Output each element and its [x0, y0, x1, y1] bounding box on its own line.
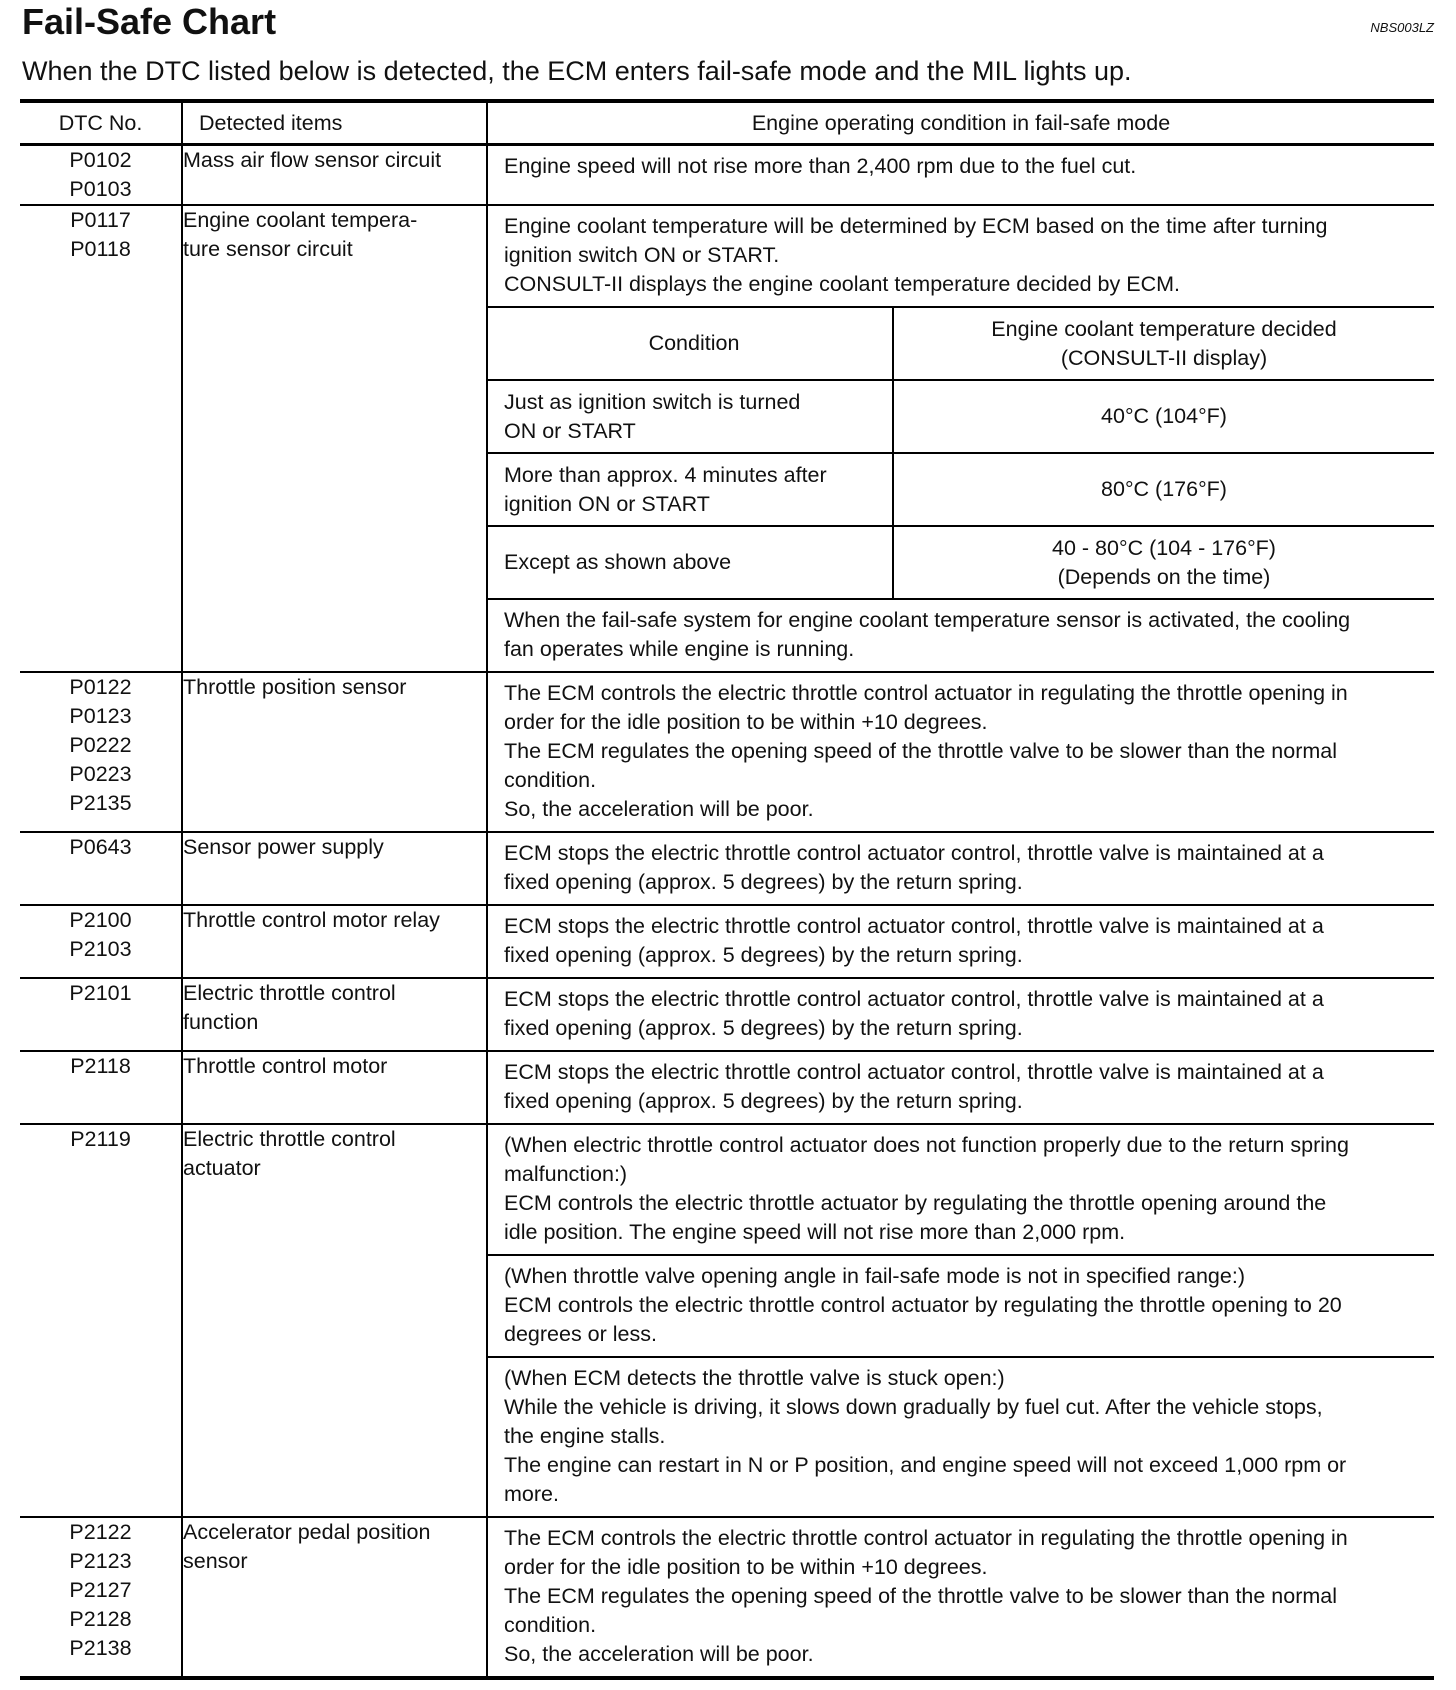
table-row	[20, 1517, 1434, 1678]
dtc-code-line: P0103	[69, 177, 132, 201]
table-row	[20, 1051, 1434, 1124]
detected-item-line: Engine coolant tempera-	[183, 208, 418, 232]
condition-line: condition.	[504, 768, 597, 792]
condition-line: degrees or less.	[504, 1322, 657, 1346]
fail-safe-table	[20, 99, 1434, 1680]
condition-line: CONSULT-II displays the engine coolant temperature decided by ECM.	[504, 272, 1180, 296]
dtc-cell	[20, 978, 182, 1051]
condition-line: ignition switch ON or START.	[504, 243, 780, 267]
detected-item-line: Mass air flow sensor circuit	[183, 148, 442, 172]
header-engine-condition: Engine operating condition in fail-safe mode	[487, 101, 1434, 145]
condition-line: ECM controls the electric throttle actuator by regulating the throttle opening around the	[504, 1191, 1327, 1215]
dtc-code-line: P0102	[69, 148, 132, 172]
condition-block	[488, 833, 1434, 904]
subtable-header-line: (CONSULT-II display)	[1060, 345, 1268, 370]
subtable-condition-line: More than approx. 4 minutes after	[504, 462, 827, 487]
subtable-temperature-cell	[893, 380, 1434, 453]
subtable-row	[488, 453, 1434, 526]
condition-line: The ECM regulates the opening speed of the throttle valve to be slower than the normal	[504, 1584, 1338, 1608]
subtable-condition-line: Just as ignition switch is turned	[504, 389, 801, 414]
condition-line: (When electric throttle control actuator does not function properly due to the return spring	[504, 1133, 1349, 1157]
detected-item-line: function	[183, 1010, 259, 1034]
dtc-code-line: P2118	[70, 1054, 131, 1078]
detected-item-cell	[182, 1124, 487, 1517]
detected-item-line: Throttle control motor	[183, 1054, 388, 1078]
dtc-cell	[20, 905, 182, 978]
condition-block	[488, 673, 1434, 831]
subtable-header-row	[488, 307, 1434, 380]
detected-item-cell	[182, 905, 487, 978]
table-row	[20, 1124, 1434, 1517]
dtc-code-line: P2101	[69, 981, 132, 1005]
subtable-header-condition	[488, 307, 893, 380]
dtc-code-line: P2122	[69, 1520, 132, 1544]
dtc-code-line: P0118	[70, 237, 131, 261]
coolant-temperature-subtable	[488, 306, 1434, 598]
subtable-header-line: Engine coolant temperature decided	[991, 316, 1337, 341]
detected-item-cell	[182, 205, 487, 672]
detected-item-line: Electric throttle control	[183, 1127, 396, 1151]
document-code: NBS003LZ	[1370, 20, 1434, 35]
subtable-header-temperature	[893, 307, 1434, 380]
subtable-note	[488, 598, 1434, 671]
condition-block	[488, 1518, 1434, 1676]
dtc-cell	[20, 1124, 182, 1517]
detected-item-line: Throttle position sensor	[183, 675, 407, 699]
condition-line: idle position. The engine speed will not rise more than 2,000 rpm.	[504, 1220, 1126, 1244]
condition-block	[488, 906, 1434, 977]
condition-cell	[487, 832, 1434, 905]
condition-cell	[487, 205, 1434, 672]
table-row	[20, 145, 1434, 206]
condition-line: (When throttle valve opening angle in fail-safe mode is not in specified range:)	[504, 1264, 1245, 1288]
condition-cell	[487, 1517, 1434, 1678]
condition-line: The ECM controls the electric throttle control actuator in regulating the throttle opening in	[504, 1526, 1348, 1550]
subtable-condition-line: Except as shown above	[504, 550, 732, 574]
subtable-temperature-line: 40°C (104°F)	[1101, 404, 1227, 428]
detected-item-line: sensor	[183, 1549, 248, 1573]
condition-line: Engine coolant temperature will be determined by ECM based on the time after turning	[504, 214, 1328, 238]
subtable-condition-line: ON or START	[504, 418, 636, 443]
dtc-cell	[20, 672, 182, 832]
condition-cell	[487, 145, 1434, 206]
condition-line: fixed opening (approx. 5 degrees) by the return spring.	[504, 943, 1023, 967]
dtc-code-line: P2138	[69, 1636, 132, 1660]
table-row	[20, 978, 1434, 1051]
subtable-row	[488, 526, 1434, 598]
condition-block	[488, 1254, 1434, 1356]
condition-cell	[487, 905, 1434, 978]
dtc-cell	[20, 1517, 182, 1678]
dtc-code-line: P0222	[69, 733, 132, 757]
detected-item-line: Sensor power supply	[183, 835, 384, 859]
condition-line: The ECM regulates the opening speed of the throttle valve to be slower than the normal	[504, 739, 1338, 763]
dtc-code-line: P2100	[69, 908, 132, 932]
intro-text: When the DTC listed below is detected, the ECM enters fail-safe mode and the MIL lights up.	[22, 56, 1132, 86]
page-title: Fail-Safe Chart	[22, 1, 277, 42]
detected-item-line: actuator	[183, 1156, 261, 1180]
dtc-code-line: P2127	[69, 1578, 132, 1602]
detected-item-cell	[182, 1051, 487, 1124]
condition-line: So, the acceleration will be poor.	[504, 797, 814, 821]
dtc-code-line: P2135	[69, 791, 132, 815]
table-row	[20, 672, 1434, 832]
dtc-code-line: P2119	[70, 1127, 131, 1151]
detected-item-cell	[182, 1517, 487, 1678]
dtc-code-line: P0122	[69, 675, 132, 699]
dtc-code-line: P0117	[70, 208, 131, 232]
dtc-code-line: P2128	[69, 1607, 132, 1631]
subtable-temperature-cell	[893, 526, 1434, 598]
condition-line: order for the idle position to be within +10 degrees.	[504, 710, 988, 734]
dtc-code-line: P2103	[69, 937, 132, 961]
dtc-code-line: P0223	[69, 762, 132, 786]
detected-item-cell	[182, 672, 487, 832]
condition-cell	[487, 1124, 1434, 1517]
table-header-row	[20, 101, 1434, 145]
condition-line: While the vehicle is driving, it slows down gradually by fuel cut. After the vehicle stops,	[504, 1395, 1323, 1419]
subtable-temperature-line: (Depends on the time)	[1057, 564, 1271, 589]
dtc-code-line: P2123	[69, 1549, 132, 1573]
condition-line: more.	[504, 1482, 559, 1506]
condition-line: fixed opening (approx. 5 degrees) by the return spring.	[504, 1016, 1023, 1040]
condition-line: malfunction:)	[504, 1162, 628, 1186]
detected-item-line: ture sensor circuit	[183, 237, 353, 261]
header-detected-items: Detected items	[182, 101, 487, 145]
condition-line: ECM stops the electric throttle control actuator control, throttle valve is maintained at a	[504, 987, 1324, 1011]
condition-block	[488, 1356, 1434, 1516]
dtc-code-line: P0643	[69, 835, 132, 859]
dtc-cell	[20, 832, 182, 905]
detected-item-line: Electric throttle control	[183, 981, 396, 1005]
condition-line: ECM stops the electric throttle control actuator control, throttle valve is maintained at a	[504, 1060, 1324, 1084]
subtable-condition-cell	[488, 453, 893, 526]
condition-block	[488, 146, 1434, 188]
condition-line: ECM controls the electric throttle control actuator by regulating the throttle opening to 20	[504, 1293, 1342, 1317]
condition-line: Engine speed will not rise more than 2,400 rpm due to the fuel cut.	[504, 154, 1137, 178]
condition-line: (When ECM detects the throttle valve is stuck open:)	[504, 1366, 1005, 1390]
condition-block	[488, 1052, 1434, 1123]
table-row	[20, 832, 1434, 905]
detected-item-cell	[182, 145, 487, 206]
table-body	[20, 145, 1434, 1679]
subtable-note-line: When the fail-safe system for engine coolant temperature sensor is activated, the cooling	[504, 608, 1351, 632]
subtable-header-line: Condition	[648, 331, 740, 355]
header-dtc-no: DTC No.	[20, 101, 182, 145]
detected-item-cell	[182, 832, 487, 905]
subtable-temperature-line: 80°C (176°F)	[1101, 477, 1227, 501]
dtc-cell	[20, 205, 182, 672]
condition-block	[488, 206, 1434, 306]
dtc-code-line: P0123	[69, 704, 132, 728]
subtable-condition-cell	[488, 526, 893, 598]
subtable-condition-line: ignition ON or START	[504, 491, 710, 516]
condition-line: The engine can restart in N or P position, and engine speed will not exceed 1,000 rpm or	[504, 1453, 1347, 1477]
subtable-temperature-cell	[893, 453, 1434, 526]
condition-line: fixed opening (approx. 5 degrees) by the return spring.	[504, 1089, 1023, 1113]
dtc-cell	[20, 1051, 182, 1124]
subtable-temperature-line: 40 - 80°C (104 - 176°F)	[1052, 535, 1276, 560]
condition-line: The ECM controls the electric throttle control actuator in regulating the throttle opening in	[504, 681, 1348, 705]
condition-cell	[487, 978, 1434, 1051]
condition-block	[488, 1125, 1434, 1254]
condition-cell	[487, 672, 1434, 832]
condition-line: So, the acceleration will be poor.	[504, 1642, 814, 1666]
condition-line: ECM stops the electric throttle control actuator control, throttle valve is maintained at a	[504, 841, 1324, 865]
table-row	[20, 205, 1434, 672]
detected-item-line: Throttle control motor relay	[183, 908, 440, 932]
dtc-cell	[20, 145, 182, 206]
condition-line: order for the idle position to be within +10 degrees.	[504, 1555, 988, 1579]
condition-line: the engine stalls.	[504, 1424, 666, 1448]
condition-line: ECM stops the electric throttle control actuator control, throttle valve is maintained at a	[504, 914, 1324, 938]
condition-line: condition.	[504, 1613, 597, 1637]
detected-item-line: Accelerator pedal position	[183, 1520, 431, 1544]
subtable-note-line: fan operates while engine is running.	[504, 637, 855, 661]
detected-item-cell	[182, 978, 487, 1051]
condition-cell	[487, 1051, 1434, 1124]
condition-block	[488, 979, 1434, 1050]
subtable-condition-cell	[488, 380, 893, 453]
subtable-row	[488, 380, 1434, 453]
condition-line: fixed opening (approx. 5 degrees) by the return spring.	[504, 870, 1023, 894]
table-row	[20, 905, 1434, 978]
